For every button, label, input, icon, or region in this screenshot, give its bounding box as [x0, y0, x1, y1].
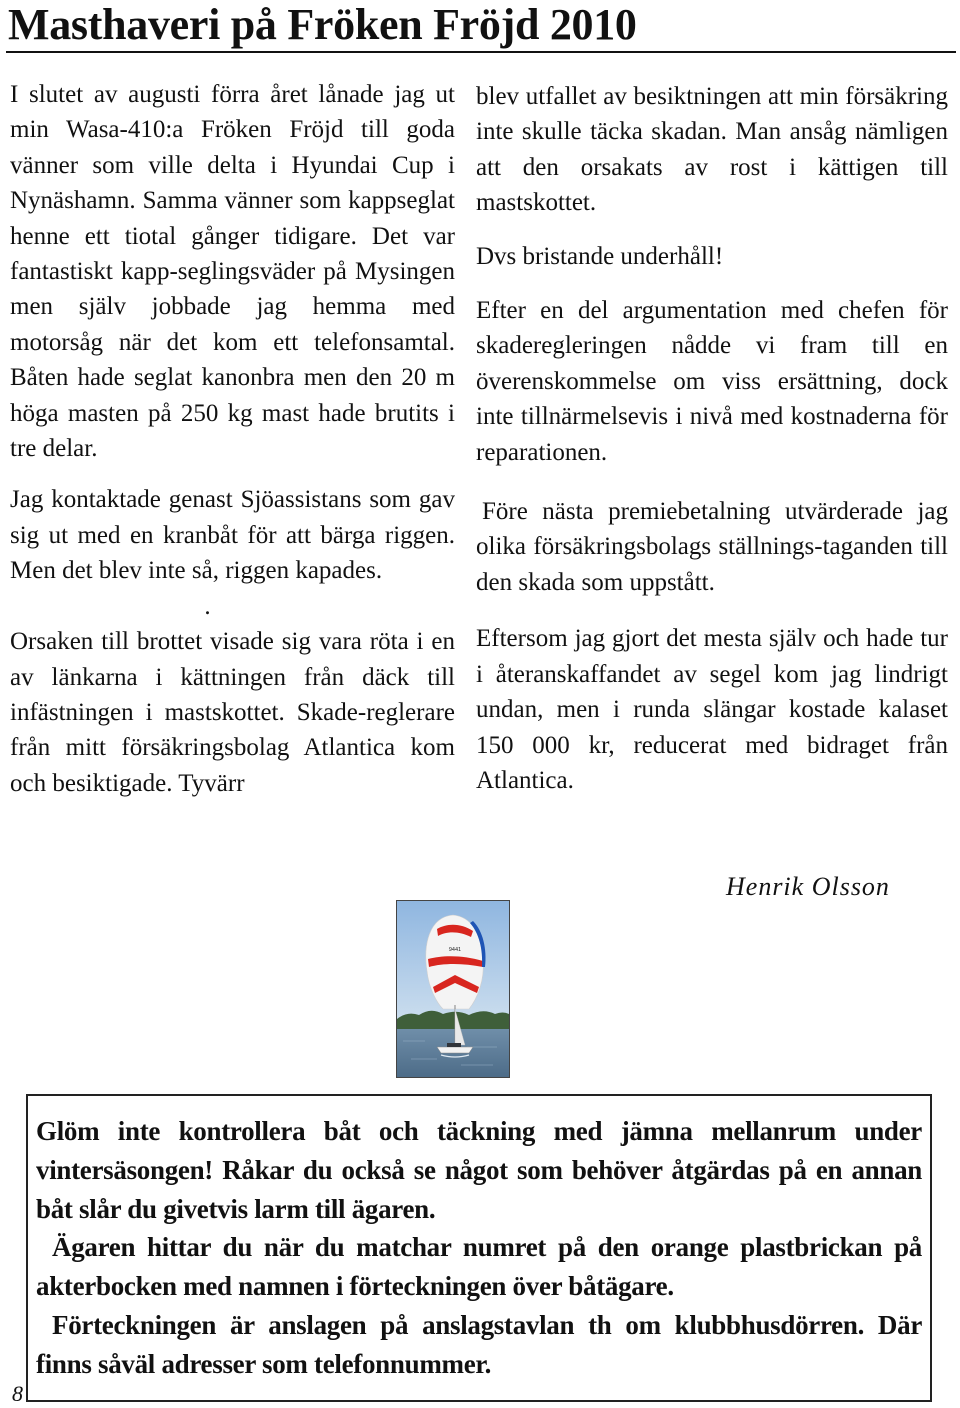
left-stray-dot: .: [204, 592, 211, 620]
notice-line-3: Förteckningen är anslagen på anslagstavlan th om klubbhusdörren. Där finns såväl adresser som telefonnummer.: [36, 1309, 922, 1379]
title-underline: [6, 51, 956, 53]
crew: [447, 1043, 461, 1047]
page-number: 8: [12, 1381, 23, 1406]
notice-line-1: Glöm inte kontrollera båt och täckning med jämna mellanrum under vintersäsongen! Råkar du också se något som behöver åtgärdas på en annan båt slår du givetvis larm till ägaren.: [36, 1116, 922, 1224]
hull: [437, 1047, 473, 1053]
winter-notice-box: [26, 1094, 932, 1402]
right-paragraph-2: Dvs bristande underhåll!: [476, 242, 724, 270]
left-paragraph-1: I slutet av augusti förra året lånade jag ut min Wasa-410:a Fröken Fröjd till goda vänner som ville delta i Hyundai Cup i Nynäshamn. Samma vänner som kappseglat henne ett tiotal gånger tidigare. Det var fantastiskt kapp-seglingsväder på Mysingen men själv jobbade jag hemma med motorsåg när det kom ett telefonsamtal. Båten hade seglat kanonbra men den 20 m höga masten på 250 kg mast hade brutits i tre delar.: [10, 81, 455, 463]
sail-number: 9441: [448, 947, 462, 953]
right-paragraph-1: blev utfallet av besiktningen att min försäkring inte skulle täcka skadan. Man ansåg nämligen att den orsakats av rost i kättigen till mastskottet.: [476, 83, 948, 217]
right-column: [476, 79, 948, 798]
author-signature: Henrik Olsson: [726, 872, 890, 901]
article-title: Masthaveri på Fröken Fröjd 2010: [8, 0, 637, 49]
sailboat-photo: [396, 900, 510, 1078]
sailboat-spinnaker-image: [397, 901, 509, 1077]
left-column: [10, 77, 455, 801]
left-paragraph-3: Orsaken till brottet visade sig vara röta i en av länkarna i kättningen från däck till infästningen i mastskottet. Skade-reglerare från mitt försäkringsbolag Atlantica kom och besiktigade. Tyvärr: [10, 628, 455, 797]
right-paragraph-5: Eftersom jag gjort det mesta själv och hade tur i återanskaffandet av segel kom jag lindrigt undan, men i runda slängar kostade kalaset 150 000 kr, reducerat med bidraget från Atlantica.: [476, 625, 948, 794]
notice-text: [36, 1112, 922, 1384]
right-paragraph-3: Efter en del argumentation med chefen för skaderegleringen nådde vi fram till en överenskommelse om viss ersättning, dock inte tillnärmelsevis i nivå med kostnaderna för reparationen.: [476, 297, 948, 466]
notice-line-2: Ägaren hittar du när du matchar numret på den orange plastbrickan på akterbocken med namnen i förteckningen över båtägare.: [36, 1232, 922, 1302]
left-paragraph-2: Jag kontaktade genast Sjöassistans som gav sig ut med en kranbåt för att bärga riggen. Men det blev inte så, riggen kapades.: [10, 486, 455, 585]
right-paragraph-4: Före nästa premiebetalning utvärderade jag olika försäkringsbolags ställnings-taganden till den skada som uppstått.: [476, 498, 948, 596]
